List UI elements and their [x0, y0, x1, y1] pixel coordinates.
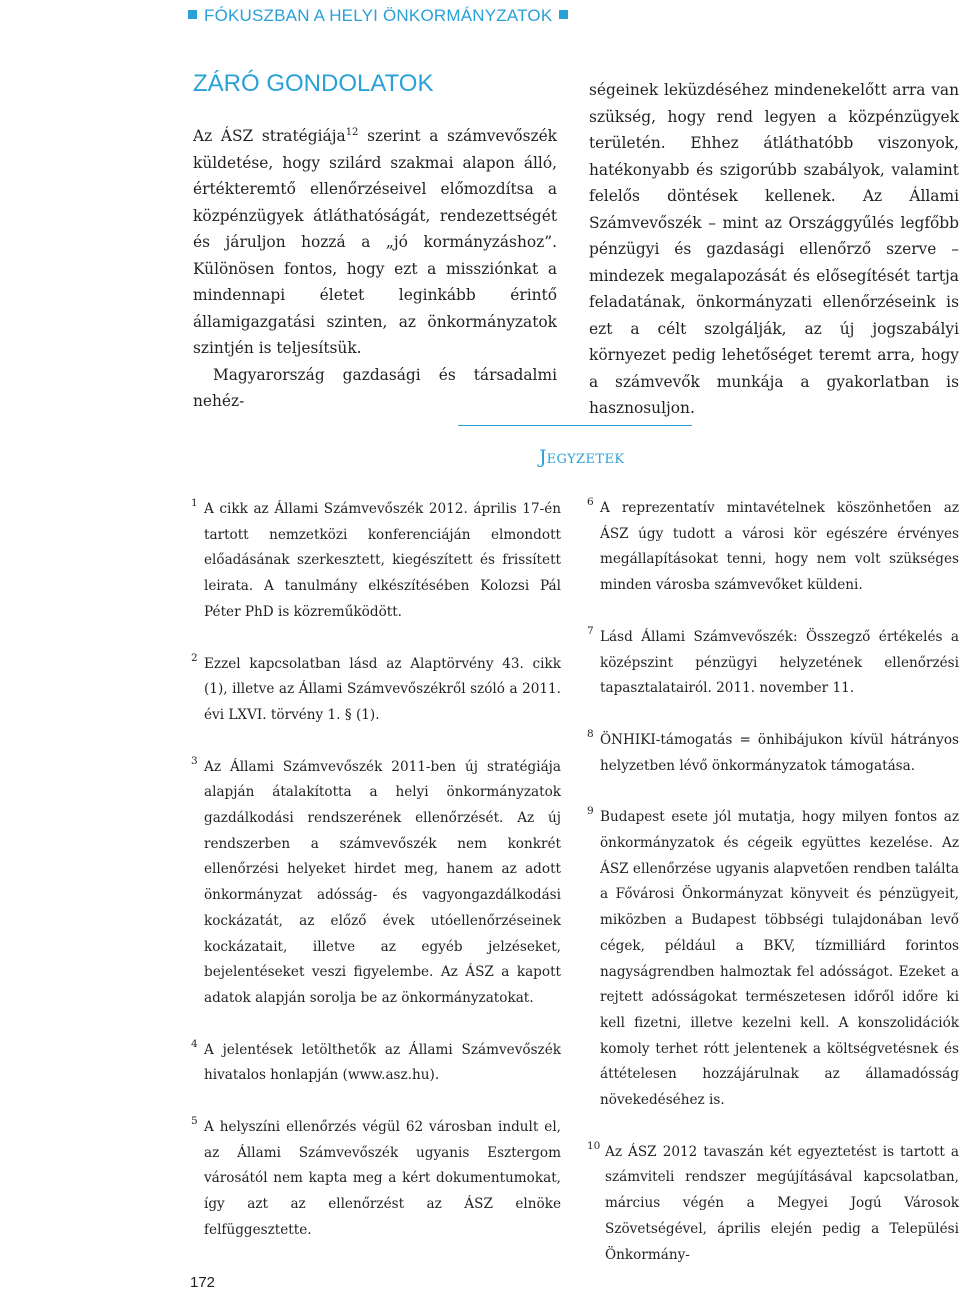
footnote-number: 10: [587, 1139, 601, 1152]
footnote: [589, 625, 959, 702]
paragraph-text: Az ÁSZ stratégiája: [193, 127, 346, 146]
footnote: [589, 496, 959, 599]
footnote-ref: 12: [345, 127, 359, 138]
footnote: [589, 1140, 959, 1269]
footnote-text: A cikk az Állami Számvevőszék 2012. április 17-én tartott nemzetközi konferenciáján elmondott előadásának szerkesztett, kiegészített és frissített leirata. A tanulmány elkészítésében Kolozsi Pál Péter PhD is közreműködött.: [204, 501, 561, 620]
running-head: [188, 6, 568, 26]
body-paragraph-2-continued: ségeinek leküzdéséhez mindenekelőtt arra van szükség, hogy rend legyen a közpénzügyek területén. Ehhez átláthatóbb viszonyok, hatékonyabb és szigorúbb szabályok, valamint felelős döntések kellenek. Az Állami Számvevőszék – mint az Országgyűlés legfőbb pénzügyi és gazdasági ellenőrző szerve – mindezek megalapozását és elősegítését tartja feladatának, önkormányzati ellenőrzéseink is ezt a célt szolgálják, az új jogszabályi környezet pedig lehetőséget teremt arra, hogy a számvevők munkája a gyakorlatban is hasznosuljon.: [589, 81, 959, 417]
footnote: [193, 652, 561, 729]
footnote-number: 2: [191, 651, 198, 664]
section-title: ZÁRÓ GONDOLATOK: [193, 70, 434, 97]
square-bullet-icon: [188, 10, 197, 19]
footnote-text: Az Állami Számvevőszék 2011-ben új stratégiája alapján átalakította a helyi önkormányzatok gazdálkodási rendszerének ellenőrzését. Az új rendszerben a számvevőszék nem konkrét ellenőrzési helyeket hirdet meg, hanem az adott önkormányzat adósság- és vagyongazdálkodási kockázatát, az előző évek utóellenőrzéseinek kockázatait, illetve az egyéb jelzéseket, bejelentéseket veszi figyelembe. Az ÁSZ a kapott adatok alapján sorolja be az önkormányzatokat.: [204, 758, 561, 1006]
footnote: [193, 755, 561, 1012]
body-column-left: [193, 120, 557, 415]
notes-heading-initial: J: [539, 446, 547, 468]
footnote-number: 3: [191, 754, 198, 767]
footnote-text: A jelentések letölthetők az Állami Számvevőszék hivatalos honlapján (www.asz.hu).: [204, 1041, 561, 1084]
footnote-text: A helyszíni ellenőrzés végül 62 városban indult el, az Állami Számvevőszék ugyanis Esztergom városától nem kapta meg a kért dokumentumokat, így azt az ellenőrzést az ÁSZ elnöke felfüggesztette.: [204, 1119, 561, 1238]
footnote: [589, 805, 959, 1113]
footnote: [589, 728, 959, 779]
footnote: [193, 497, 561, 626]
footnote-text: Ezzel kapcsolatban lásd az Alaptörvény 43. cikk (1), illetve az Állami Számvevőszékről szóló a 2011. évi LXVI. törvény 1. § (1).: [204, 655, 561, 723]
footnote-text: A reprezentatív mintavételnek köszönhetően az ÁSZ úgy tudott a városi kör egészére érvényes megállapításokat tenni, hogy nem volt szükséges minden városba számvevőket küldeni.: [600, 500, 959, 594]
body-paragraph-2-start: Magyarország gazdasági és társadalmi nehéz-: [193, 365, 557, 411]
footnote: [193, 1115, 561, 1244]
paragraph-text: szerint a számvevőszék küldetése, hogy szilárd szakmai alapon álló, értékteremtő ellenőrzéseivel előmozdítsa a közpénzügyek átláthatóságát, rendezettségét és járuljon hozzá a „jó kormányzáshoz”. Különösen fontos, hogy ezt a missziónkat a mindennapi életet leginkább érintő államigazgatási szinten, az önkormányzatok szintjén is teljesítsük.: [193, 127, 558, 358]
footnote-number: 1: [191, 497, 198, 509]
footnote-number: 5: [191, 1115, 198, 1128]
square-bullet-icon: [559, 10, 568, 19]
footnote-number: 9: [587, 805, 594, 818]
running-head-text: FÓKUSZBAN A HELYI ÖNKORMÁNYZATOK: [204, 6, 553, 25]
body-column-right: [589, 77, 959, 422]
footnotes-left: [193, 497, 561, 1270]
footnote-number: 8: [587, 727, 594, 740]
footnote-number: 7: [587, 624, 594, 637]
notes-divider: [458, 425, 692, 426]
notes-heading: [539, 446, 624, 468]
footnote-number: 4: [191, 1037, 198, 1050]
footnote-number: 6: [587, 496, 594, 508]
page-number: 172: [190, 1274, 216, 1291]
body-paragraph-1: [193, 120, 557, 362]
footnote-text: Budapest esete jól mutatja, hogy milyen fontos az önkormányzatok és cégeik együttes kezelése. Az ÁSZ ellenőrzése ugyanis alapvetően rendben találta a Fővárosi Önkormányzat könyveit és pénzügyeit, miközben a Budapest többségi tulajdonában levő cégek, például a BKV, tízmilliárd forintos nagyságrendben halmoztak fel adósságot. Ezeket a rejtett adósságokat természetesen időről időre ki kell fizetni, illetve kezelni kell. A konszolidációk komoly terhet rótt jelentenek a költségvetésnek és áttételesen hozzájárulnak az államadósság növekedéséhez is.: [600, 809, 959, 1109]
footnotes-right: [589, 496, 959, 1294]
footnote-text: Az ÁSZ 2012 tavaszán két egyeztetést is tartott a számviteli rendszer megújításával kapcsolatban, március végén a Megyei Jogú Városok Szövetségével, április elején pedig a Települési Önkormány-: [605, 1143, 959, 1263]
notes-heading-rest: EGYZETEK: [546, 452, 625, 467]
footnote-text: ÖNHIKI-támogatás = önhibájukon kívül hátrányos helyzetben lévő önkormányzatok támogatása.: [600, 731, 959, 774]
footnote: [193, 1038, 561, 1089]
footnote-text: Lásd Állami Számvevőszék: Összegző értékelés a középszint pénzügyi helyzetének ellenőrzési tapasztalatairól. 2011. november 11.: [600, 628, 959, 697]
